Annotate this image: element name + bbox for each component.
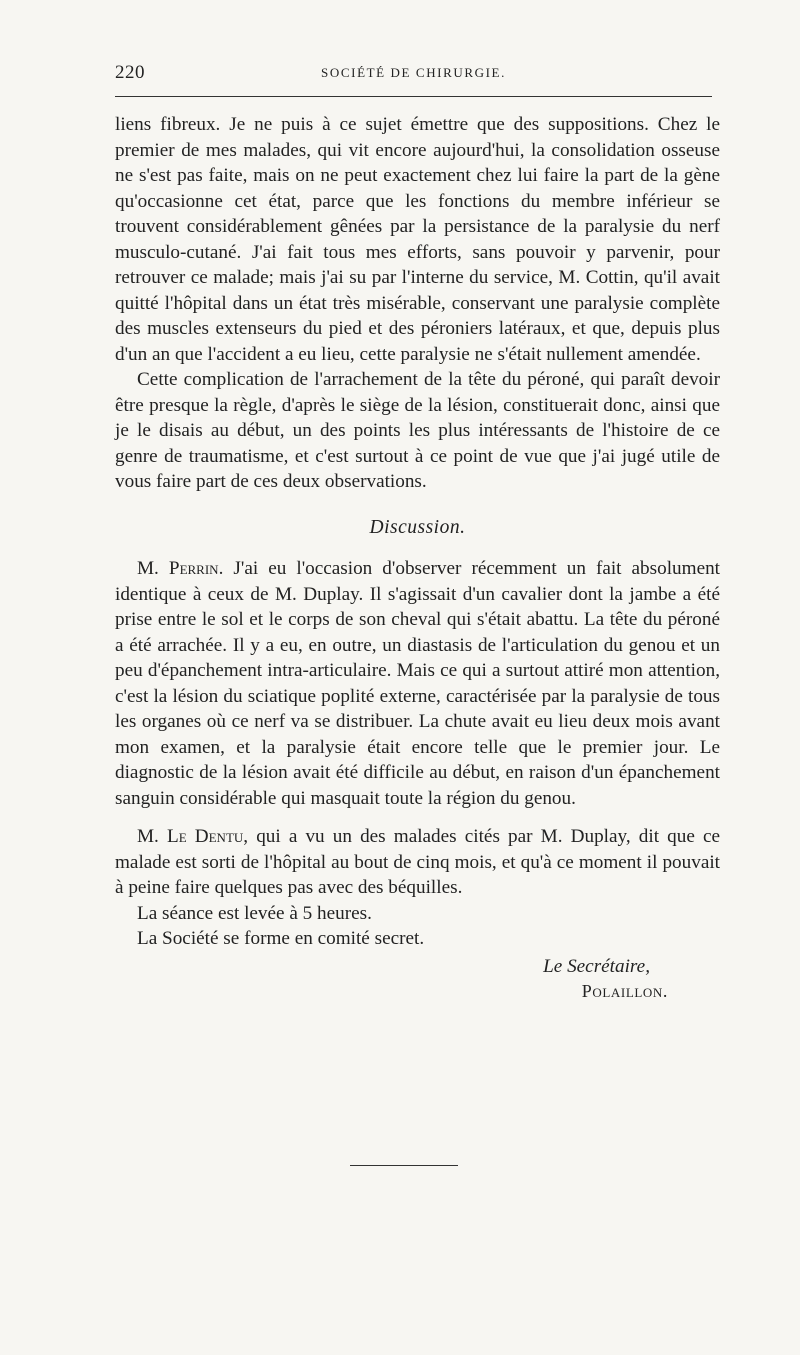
page-number: 220	[115, 62, 145, 83]
paragraph-text: J'ai eu l'occasion d'observer récemment un fait absolument identique à ceux de M. Duplay. Il s'agissait d'un cavalier dont la jambe a été prise entre le sol et le corps de son cheval qui s'était abattu. La tête du péroné a été arrachée. Il y a eu, en outre, un diastasis de l'articulation du genou et un peu d'épanchement intra-articulaire. Mais ce qui a surtout attiré mon attention, c'est la lésion du sciatique poplité externe, caractérisée par la paralysie de tous les organes où ce nerf va se distribuer. La chute avait eu lieu deux mois avant mon examen, et la paralysie était encore telle que le premier jour. Le diagnostic de la lésion avait été difficile au début, en raison d'un épanchement sanguin considérable qui masquait toute la région du genou.	[115, 558, 721, 809]
speaker-name: M. Le Dentu,	[137, 826, 249, 847]
paragraph-perrin	[115, 556, 720, 811]
paragraph-closing: La Société se forme en comité secret.	[137, 928, 425, 949]
paragraph-closing: La séance est levée à 5 heures.	[137, 902, 372, 924]
signature-block	[115, 954, 720, 1005]
signature-role: Le Secrétaire,	[543, 955, 650, 977]
running-head	[115, 62, 712, 86]
paragraph-le-dentu	[115, 824, 720, 901]
paragraph: Cette complication de l'arrachement de la tête du péroné, qui paraît devoir être presque la règle, d'après le siège de la lésion, constituerait donc, ainsi que je le disais au début, un des points les plus intéressants de l'histoire de ce genre de traumatisme, et c'est surtout à ce point de vue que j'ai jugé utile de vous faire part de ces deux observations.	[115, 369, 720, 492]
signature-name: Polaillon.	[581, 981, 668, 1001]
paragraph-text: qui a vu un des malades cités par M. Duplay, dit que ce malade est sorti de l'hôpital au bout de cinq mois, et qu'à ce moment il pouvait à peine faire quelques pas avec des béquilles.	[115, 826, 720, 898]
body-text	[115, 112, 720, 1005]
running-title: SOCIÉTÉ DE CHIRURGIE.	[321, 65, 506, 80]
paragraph-continued: liens fibreux. Je ne puis à ce sujet émettre que des suppositions. Chez le premier de mes malades, qui vit encore aujourd'hui, la consolidation osseuse ne s'est pas faite, mais on ne peut exactement chez lui faire la part de la gène qu'occasionne cet état, parce que les fonctions du membre inférieur se trouvent considérablement gênées par la persistance de la paralysie du nerf musculo-cutané. J'ai fait tous mes efforts, sans pouvoir y parvenir, pour retrouver ce malade; mais j'ai su par l'interne du service, M. Cottin, qu'il avait quitté l'hôpital dans un état très misérable, conservant une paralysie complète des muscles extenseurs du pied et des péroniers latéraux, et que, depuis plus d'un an que l'accident a eu lieu, cette paralysie ne s'était nullement amendée.	[115, 114, 720, 365]
paragraph-gap	[115, 811, 720, 824]
speaker-name: M. Perrin.	[137, 558, 224, 579]
section-heading: Discussion.	[369, 516, 466, 538]
header-rule	[115, 96, 712, 97]
end-rule	[350, 1165, 458, 1166]
